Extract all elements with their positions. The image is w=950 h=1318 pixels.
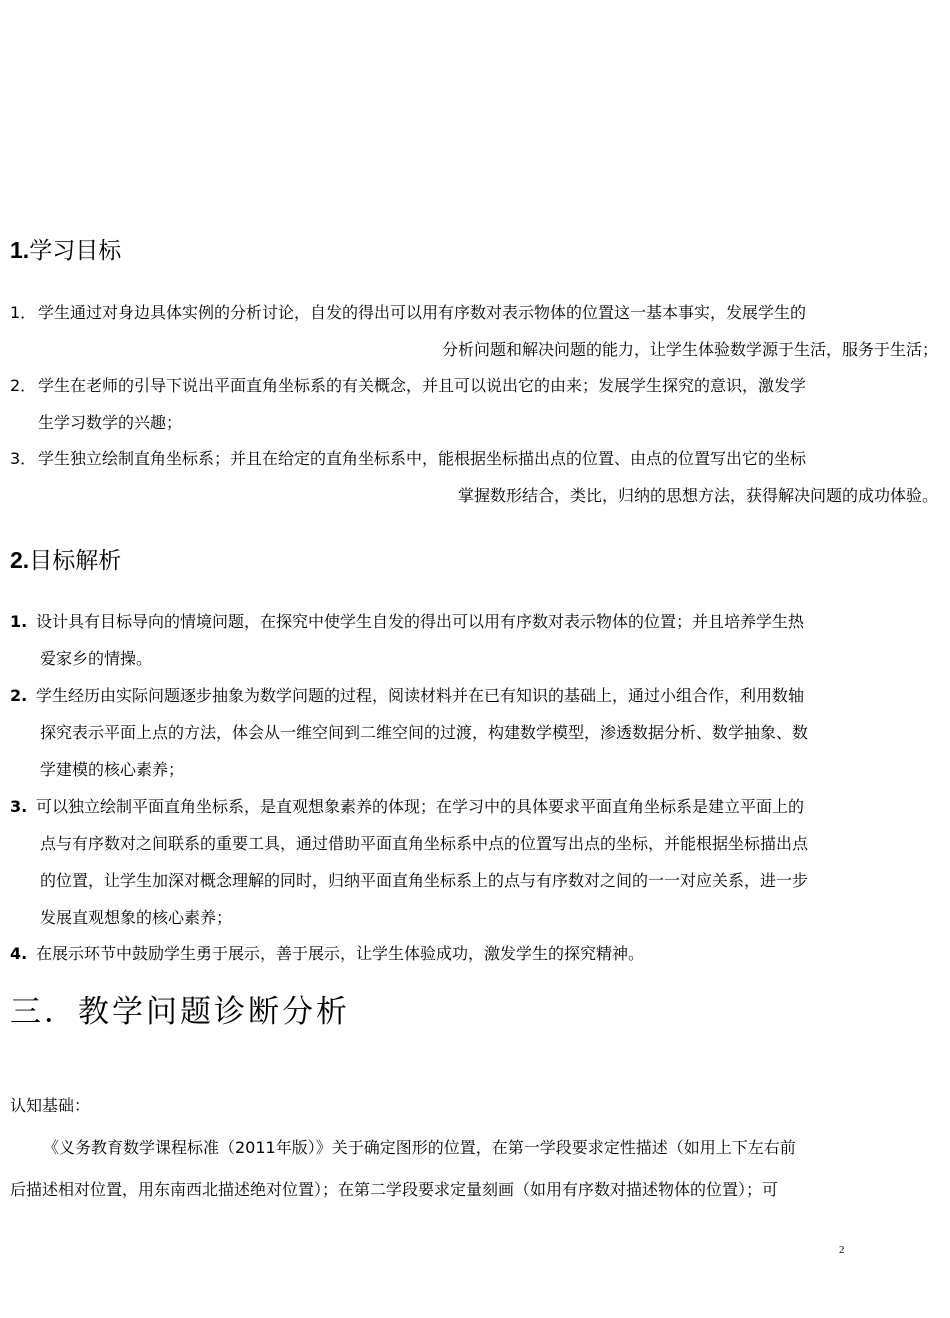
analysis-item-2-number: 2. — [10, 686, 28, 705]
paragraph-line-1: 《义务教育数学课程标准（2011年版）》关于确定图形的位置，在第一学段要求定性描述（如用上下左右前 — [43, 1138, 796, 1157]
section-heading-learning-goals — [10, 239, 121, 263]
analysis-item-1-line-2: 爱家乡的情操。 — [40, 649, 153, 668]
analysis-item-2-line-1: 学生经历由实际问题逐步抽象为数学问题的过程，阅读材料并在已有知识的基础上，通过小组合作，利用数轴 — [36, 686, 805, 705]
analysis-item-2-line-2: 探究表示平面上点的方法，体会从一维空间到二维空间的过渡，构建数学模型，渗透数据分析、数学抽象、数 — [40, 723, 809, 742]
analysis-item-1-line-1: 设计具有目标导向的情境问题，在探究中使学生自发的得出可以用有序数对表示物体的位置；并且培养学生热 — [36, 612, 805, 631]
goal-item-2-number: 2． — [10, 376, 37, 395]
analysis-item-4-line-1: 在展示环节中鼓励学生勇于展示，善于展示，让学生体验成功，激发学生的探究精神。 — [36, 944, 645, 963]
section-title: 学习目标 — [29, 238, 122, 264]
goal-item-3-line-1: 学生独立绘制直角坐标系；并且在给定的直角坐标系中，能根据坐标描出点的位置、由点的位置写出它的坐标 — [38, 449, 807, 468]
cognitive-basis-label: 认知基础： — [10, 1096, 91, 1115]
analysis-item-3-line-4: 发展直观想象的核心素养； — [40, 908, 233, 927]
goal-item-1-line-2: 分析问题和解决问题的能力，让学生体验数学源于生活，服务于生活； — [441, 340, 938, 359]
chapter-heading: 三．教学问题诊断分析 — [10, 994, 350, 1030]
goal-item-2-line-2: 生学习数学的兴趣； — [38, 413, 183, 432]
analysis-item-4-number: 4. — [10, 944, 28, 963]
analysis-item-3-line-1: 可以独立绘制平面直角坐标系，是直观想象素养的体现；在学习中的具体要求平面直角坐标系是建立平面上的 — [36, 797, 805, 816]
goal-item-1-number: 1． — [10, 303, 37, 322]
section-title: 目标解析 — [29, 548, 122, 574]
paragraph-line-2: 后描述相对位置，用东南西北描述绝对位置）；在第二学段要求定量刻画（如用有序数对描述物体的位置）；可 — [10, 1180, 779, 1199]
analysis-item-3-line-3: 的位置，让学生加深对概念理解的同时，归纳平面直角坐标系上的点与有序数对之间的一一对应关系，进一步 — [40, 871, 809, 890]
section-heading-goal-analysis — [10, 549, 121, 573]
analysis-item-1-number: 1. — [10, 612, 28, 631]
goal-item-1-line-1: 学生通过对身边具体实例的分析讨论，自发的得出可以用有序数对表示物体的位置这一基本事实，发展学生的 — [38, 303, 807, 322]
analysis-item-3-line-2: 点与有序数对之间联系的重要工具，通过借助平面直角坐标系中点的位置写出点的坐标，并能根据坐标描出点 — [40, 834, 809, 853]
goal-item-3-number: 3． — [10, 449, 37, 468]
analysis-item-3-number: 3. — [10, 797, 28, 816]
section-number: 1. — [10, 237, 30, 263]
analysis-item-2-line-3: 学建模的核心素养； — [40, 760, 185, 779]
goal-item-3-line-2: 掌握数形结合，类比，归纳的思想方法，获得解决问题的成功体验。 — [457, 486, 938, 505]
goal-item-2-line-1: 学生在老师的引导下说出平面直角坐标系的有关概念，并且可以说出它的由来；发展学生探究的意识，激发学 — [38, 376, 807, 395]
page-number: 2 — [839, 1244, 845, 1256]
section-number: 2. — [10, 547, 30, 573]
